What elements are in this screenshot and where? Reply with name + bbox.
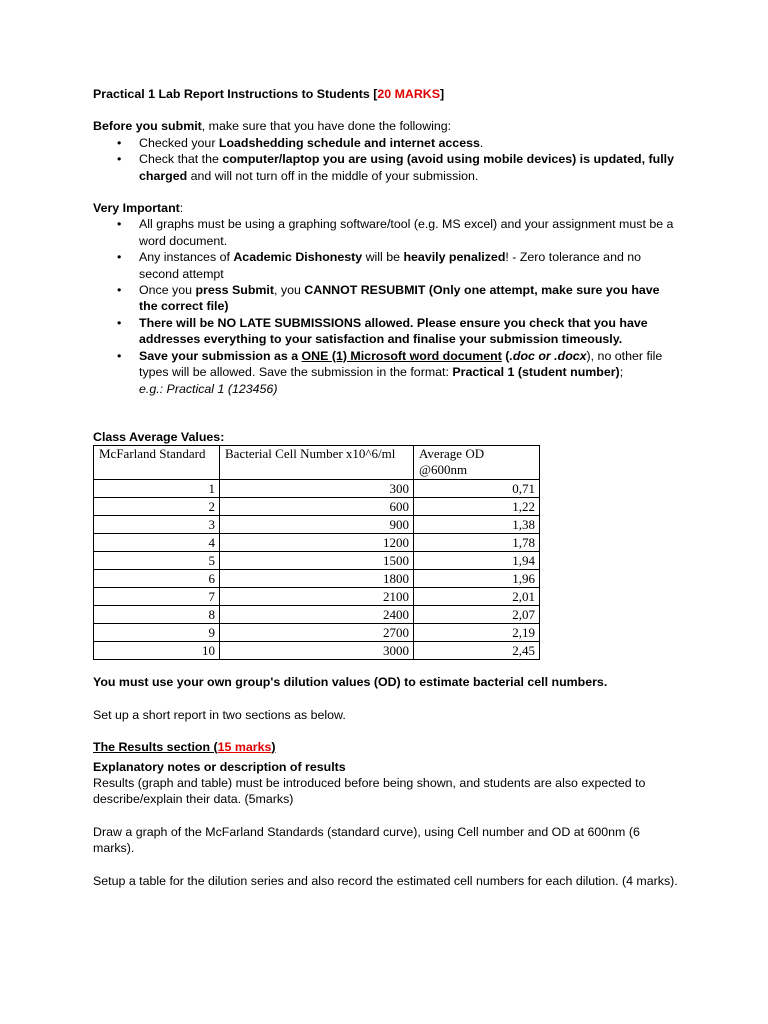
- cell-count: 1200: [220, 534, 414, 552]
- text-run-bold: Loadshedding schedule and internet access: [218, 135, 480, 150]
- text-run: Checked your: [139, 135, 219, 150]
- text-run: and will not turn off in the middle of your submission.: [187, 168, 479, 183]
- results-heading-text: The Results section (: [93, 740, 218, 755]
- text-run: will be: [362, 250, 404, 265]
- text-run-bold: Academic Dishonesty: [233, 250, 363, 265]
- cell-od: 1,38: [414, 516, 540, 534]
- results-paragraph-1: Results (graph and table) must be introduced before being shown, and students are also expected to describe/explain their data. (5marks): [93, 775, 646, 807]
- title-marks: 20 MARKS: [377, 87, 440, 101]
- cell-od: 1,96: [414, 570, 540, 588]
- text-run: .: [479, 135, 484, 150]
- list-item: [93, 249, 678, 282]
- cell-od: 1,78: [414, 534, 540, 552]
- text-run-bold: (: [501, 348, 510, 363]
- setup-instruction: Set up a short report in two sections as below.: [93, 707, 346, 722]
- results-paragraph-3: Setup a table for the dilution series and also record the estimated cell numbers for each dilution. (4 marks).: [93, 873, 678, 888]
- header-cell-number: Bacterial Cell Number x10^6/ml: [220, 446, 414, 480]
- table-heading: Class Average Values:: [93, 429, 225, 444]
- header-average-od: Average OD @600nm: [414, 446, 540, 480]
- table-row: [94, 552, 540, 570]
- before-submit-rest: , make sure that you have done the following:: [201, 119, 452, 134]
- list-item: [93, 348, 678, 397]
- table-row: [94, 498, 540, 516]
- before-submit-list: [93, 135, 678, 184]
- list-item: [93, 282, 678, 315]
- cell-od: 2,45: [414, 642, 540, 660]
- very-important-heading: [93, 200, 678, 216]
- text-run: ;: [619, 365, 624, 380]
- cell-count: 2400: [220, 606, 414, 624]
- text-run-bold: Save your submission as a: [139, 348, 302, 363]
- cell-count: 2100: [220, 588, 414, 606]
- text-run-bold: computer/laptop you are using (avoid using mobile devices) is updated, fully charged: [139, 152, 674, 183]
- text-run: ), no other file types will be allowed. Save the submission in the format:: [139, 348, 663, 380]
- table-row: [94, 480, 540, 498]
- very-important-label: Very Important: [93, 201, 180, 216]
- cell-standard: 5: [94, 552, 220, 570]
- list-item: [93, 151, 678, 184]
- before-submit-lead: [93, 118, 678, 134]
- cell-count: 900: [220, 516, 414, 534]
- table-row: [94, 534, 540, 552]
- text-run: Any instances of: [139, 250, 234, 265]
- cell-od: 1,22: [414, 498, 540, 516]
- cell-standard: 6: [94, 570, 220, 588]
- cell-standard: 9: [94, 624, 220, 642]
- very-important-colon: :: [179, 201, 184, 216]
- cell-standard: 7: [94, 588, 220, 606]
- cell-count: 1500: [220, 552, 414, 570]
- text-run-bold: Practical 1 (student number): [452, 365, 620, 380]
- cell-standard: 3: [94, 516, 220, 534]
- cell-count: 1800: [220, 570, 414, 588]
- text-run: ! - Zero tolerance and no second attempt: [139, 250, 642, 281]
- results-heading-close: ): [271, 740, 276, 755]
- cell-od: 1,94: [414, 552, 540, 570]
- table-row: [94, 624, 540, 642]
- cell-standard: 1: [94, 480, 220, 498]
- cell-count: 2700: [220, 624, 414, 642]
- results-heading: [93, 739, 678, 755]
- cell-od: 2,19: [414, 624, 540, 642]
- text-run: All graphs must be using a graphing software/tool (e.g. MS excel) and your assignment must be a word document.: [139, 217, 674, 248]
- cell-standard: 2: [94, 498, 220, 516]
- before-submit-bold: Before you submit: [93, 119, 202, 134]
- results-marks: 15 marks: [217, 740, 272, 755]
- table-row: [94, 570, 540, 588]
- document-page: [93, 86, 678, 889]
- cell-standard: 8: [94, 606, 220, 624]
- text-run-italic: e.g.: Practical 1 (123456): [139, 381, 278, 396]
- text-run-bold: There will be NO LATE SUBMISSIONS allowed. Please ensure you check that you have addresses everything to your satisfaction and finalise your submission timeously.: [139, 315, 648, 347]
- table-header-row: [94, 446, 540, 480]
- cell-od: 0,71: [414, 480, 540, 498]
- text-run: Once you: [139, 283, 196, 298]
- text-run-bold: CANNOT RESUBMIT (Only one attempt, make sure you have the correct file): [139, 283, 660, 314]
- list-item: [93, 315, 678, 348]
- text-run-bold: press Submit: [195, 283, 274, 298]
- title-text: Practical 1 Lab Report Instructions to Students [: [93, 87, 378, 101]
- class-average-table: [93, 445, 540, 660]
- text-run: Check that the: [139, 152, 223, 167]
- header-mcfarland: McFarland Standard: [94, 446, 220, 480]
- text-run: , you: [273, 283, 305, 298]
- table-row: [94, 588, 540, 606]
- cell-count: 300: [220, 480, 414, 498]
- table-row: [94, 606, 540, 624]
- text-run-bold-italic: .doc or .docx: [509, 348, 587, 363]
- very-important-list: [93, 216, 678, 396]
- cell-count: 600: [220, 498, 414, 516]
- text-run-bold-underline: ONE (1) Microsoft word document: [301, 348, 502, 363]
- cell-standard: 10: [94, 642, 220, 660]
- own-group-instruction: You must use your own group's dilution values (OD) to estimate bacterial cell numbers.: [93, 675, 608, 690]
- table-row: [94, 516, 540, 534]
- text-run-bold: heavily penalized: [403, 250, 506, 265]
- table-row: [94, 642, 540, 660]
- document-title: [93, 86, 678, 102]
- list-item: [93, 216, 678, 249]
- cell-od: 2,01: [414, 588, 540, 606]
- cell-standard: 4: [94, 534, 220, 552]
- results-paragraph-2: Draw a graph of the McFarland Standards (standard curve), using Cell number and OD at 600nm (6 marks).: [93, 824, 640, 856]
- cell-count: 3000: [220, 642, 414, 660]
- explanatory-notes-heading: Explanatory notes or description of results: [93, 759, 346, 774]
- title-close: ]: [440, 87, 445, 101]
- list-item: [93, 135, 678, 151]
- cell-od: 2,07: [414, 606, 540, 624]
